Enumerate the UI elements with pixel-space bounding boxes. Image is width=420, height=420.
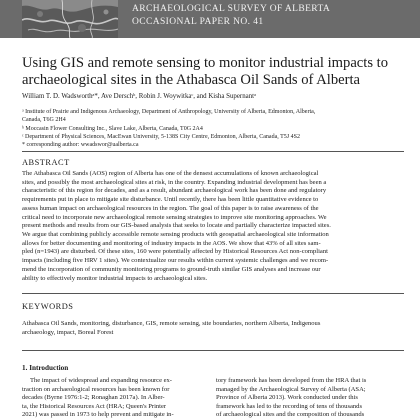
affiliations: [22, 108, 402, 149]
section-divider: [22, 151, 404, 152]
body-column-left: [22, 377, 208, 420]
journal-paper-number: OCCASIONAL PAPER NO. 41: [132, 17, 264, 27]
affiliation-line: ᶜ Department of Physical Sciences, MacEwan University, 5-138S City Centre, Edmonton, Alberta, Canada, T5J 4S2: [22, 133, 300, 140]
abstract-line: pled (n=1943) are disturbed. Of these sites, 160 were potentially affected by Historical Resources Act non-compliant: [22, 248, 328, 256]
corresponding-author: * corresponding author: wwadswor@ualberta.ca: [22, 142, 139, 149]
abstract-line: sites, and possibly the most archaeological sites at risk, in the country. Expanding industrial development has been a: [22, 178, 327, 186]
paper-title: Using GIS and remote sensing to monitor industrial impacts to archaeological sites in the Athabasca Oil Sands of Alberta: [22, 55, 389, 88]
section-divider: [22, 350, 404, 351]
journal-series-name: ARCHAEOLOGICAL SURVEY OF ALBERTA: [132, 4, 331, 14]
body-line: tory framework has been developed from the HRA that is: [216, 377, 367, 384]
body-line: of archaeological sites and the composition of thousands: [216, 411, 365, 419]
introduction-heading: 1. Introduction: [22, 364, 69, 372]
body-line: Province of Alberta 2013). Work conducted under this: [216, 394, 358, 402]
abstract-line: requirements put in place to mitigate site disturbance. Until recently, there has been little quantitative evidence to: [22, 196, 319, 204]
abstract-line: present methods and results from our GIS-based analysis that seeks to locate and partially characterize impacted sites.: [22, 222, 331, 230]
body-line: ta, the Historical Resources Act (HRA; Queen's Printer: [22, 402, 167, 410]
body-line: managed by the Archaeological Survey of Alberta (ASA;: [216, 385, 366, 393]
abstract-heading: ABSTRACT: [22, 158, 70, 167]
abstract-line: We argue that combining publicly accessible remote sensing products with geospatial archaeological site information: [22, 231, 329, 239]
journal-header-banner: [0, 0, 420, 38]
author-list: William T. D. Wadsworthᵃ*, Ave Derschᵇ, Robin J. Woywitkaᶜ, and Kisha Supernantᵃ: [22, 93, 256, 100]
body-line: traction on archaeological resources has been known for: [22, 385, 170, 393]
affiliation-line: Canada, T6G 2H4: [22, 117, 66, 124]
keywords-heading: KEYWORDS: [22, 302, 74, 311]
affiliation-line: ᵃ Institute of Prairie and Indigenous Archaeology, Department of Anthropology, University of Alberta, Edmonton, Alberta,: [22, 109, 316, 115]
abstract-line: allows for better documenting and monitoring of industry impacts in the AOS. We show that 43% of all sites sam-: [22, 239, 321, 247]
keywords-text: [22, 320, 402, 337]
abstract-line: characteristic of this region for decades, and as a result, abundant archaeological work has been done and regulatory: [22, 187, 327, 195]
affiliation-line: ᵇ Moccasin Flower Consulting Inc., Slave Lake, Alberta, Canada, T0G 2A4: [22, 125, 203, 132]
body-line: The impact of widespread and expanding resource ex-: [30, 377, 172, 384]
body-column-right: [216, 377, 402, 420]
banner-map-image: [22, 0, 118, 38]
abstract-text: [22, 170, 402, 283]
abstract-line: impacts (including five HRV 1 sites). We contextualize our results within current systemic challenges and we recom-: [22, 257, 329, 265]
abstract-line: mend the incorporation of community monitoring programs to ground-truth similar GIS analyses and increase our: [22, 265, 321, 273]
body-line: decades (Byrne 1976:1-2; Ronaghan 2017a). In Alber-: [22, 394, 165, 402]
abstract-line: assess human impact on archaeological resources in the region. The goal of this paper is to raise awareness of the: [22, 204, 319, 212]
journal-series-text: [132, 3, 330, 29]
abstract-line: ability to effectively monitor industrial impacts to archaeological sites.: [22, 274, 208, 282]
keywords-line: Athabasca Oil Sands, monitoring, disturbance, GIS, remote sensing, site boundaries, northern Alberta, Indigenous: [22, 320, 321, 327]
body-line: 2021) was passed in 1973 to help prevent and mitigate in-: [22, 411, 174, 419]
body-line: framework has led to the recording of tens of thousands: [216, 402, 362, 410]
abstract-line: critical need to incorporate new archaeological remote sensing strategies to improve site monitoring approaches. We: [22, 213, 327, 221]
section-divider: [22, 293, 404, 294]
abstract-line: The Athabasca Oil Sands (AOS) region of Alberta has one of the densest accumulations of known archaeological: [22, 170, 319, 177]
keywords-line: archaeology, impact, Boreal Forest: [22, 328, 114, 336]
